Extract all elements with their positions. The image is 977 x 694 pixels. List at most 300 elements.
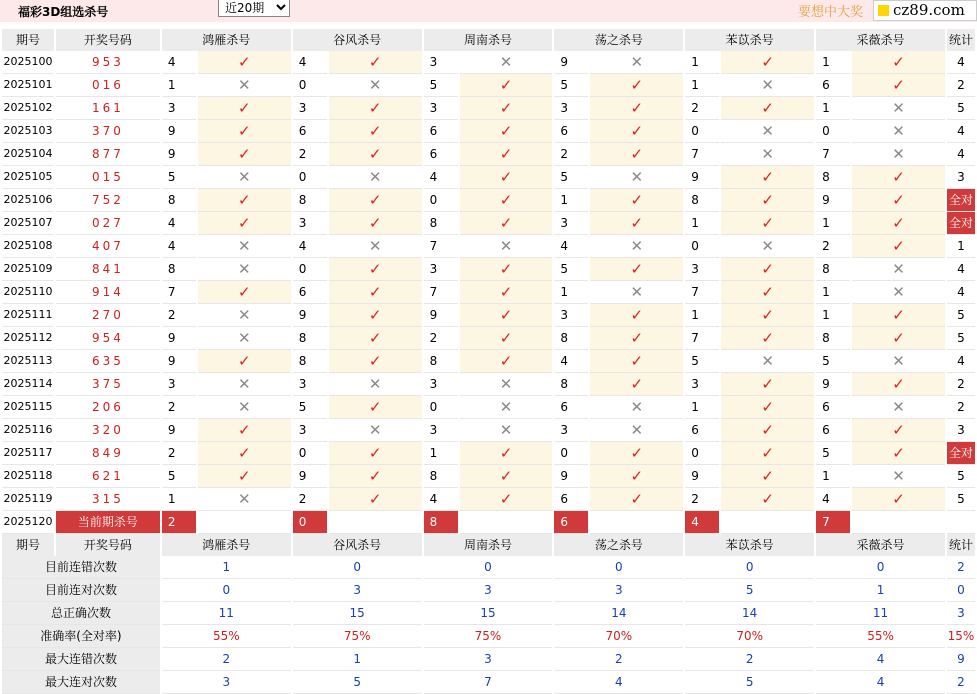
kill-number-cell: 6	[816, 396, 850, 419]
kill-number-cell: 0	[816, 120, 850, 143]
check-icon: ✓	[460, 212, 553, 235]
kill-number-cell: 5	[554, 166, 588, 189]
check-icon: ✓	[198, 419, 291, 442]
kill-number-cell: 9	[162, 419, 196, 442]
summary-value: 5	[685, 579, 814, 602]
summary-value: 0	[685, 556, 814, 579]
check-icon: ✓	[590, 143, 683, 166]
draw-number-cell: 752	[56, 189, 160, 212]
summary-label: 最大连对次数	[2, 671, 160, 694]
stat-cell: 3	[947, 419, 975, 442]
check-icon: ✓	[721, 442, 814, 465]
kill-number-cell: 8	[816, 327, 850, 350]
kill-number-cell: 1	[685, 74, 719, 97]
check-icon: ✓	[590, 488, 683, 511]
kill-number-cell: 5	[293, 396, 327, 419]
kill-number-cell: 3	[554, 97, 588, 120]
kill-number-cell: 3	[554, 419, 588, 442]
all-correct-badge: 全对	[947, 442, 975, 465]
kill-number-cell: 9	[816, 373, 850, 396]
table-row	[2, 465, 975, 488]
table-row	[2, 373, 975, 396]
kill-number-cell: 6	[424, 143, 458, 166]
current-kill-value: 8	[424, 511, 458, 534]
summary-value: 70%	[685, 625, 814, 648]
cross-icon: ✕	[198, 74, 291, 97]
site-logo[interactable]	[873, 0, 977, 21]
kill-number-cell: 9	[293, 304, 327, 327]
cross-icon: ✕	[852, 97, 945, 120]
summary-value: 15	[424, 602, 553, 625]
col-header-expert: 谷风杀号	[293, 534, 422, 556]
all-correct-badge: 全对	[947, 189, 975, 212]
kill-number-cell: 0	[685, 235, 719, 258]
kill-number-cell: 6	[424, 120, 458, 143]
check-icon: ✓	[852, 212, 945, 235]
summary-stat: 2	[947, 556, 975, 579]
cross-icon: ✕	[198, 258, 291, 281]
check-icon: ✓	[852, 373, 945, 396]
empty-cell	[852, 511, 945, 534]
draw-number-cell: 841	[56, 258, 160, 281]
period-cell: 2025107	[2, 212, 54, 235]
check-icon: ✓	[198, 212, 291, 235]
check-icon: ✓	[460, 74, 553, 97]
summary-value: 75%	[424, 625, 553, 648]
kill-number-cell: 4	[424, 488, 458, 511]
summary-label: 最大连错次数	[2, 648, 160, 671]
cross-icon: ✕	[198, 327, 291, 350]
current-kill-value: 0	[293, 511, 327, 534]
summary-value: 15	[293, 602, 422, 625]
summary-value: 55%	[162, 625, 291, 648]
period-cell: 2025106	[2, 189, 54, 212]
cross-icon: ✕	[590, 281, 683, 304]
summary-value: 3	[424, 648, 553, 671]
period-cell: 2025104	[2, 143, 54, 166]
kill-number-cell: 7	[162, 281, 196, 304]
check-icon: ✓	[329, 51, 422, 74]
check-icon: ✓	[852, 51, 945, 74]
check-icon: ✓	[721, 419, 814, 442]
kill-number-cell: 3	[685, 258, 719, 281]
cross-icon: ✕	[852, 143, 945, 166]
check-icon: ✓	[460, 143, 553, 166]
kill-number-cell: 0	[424, 396, 458, 419]
cross-icon: ✕	[329, 74, 422, 97]
kill-number-cell: 0	[424, 189, 458, 212]
kill-number-cell: 5	[554, 258, 588, 281]
cross-icon: ✕	[590, 419, 683, 442]
check-icon: ✓	[852, 442, 945, 465]
check-icon: ✓	[329, 442, 422, 465]
check-icon: ✓	[721, 97, 814, 120]
check-icon: ✓	[852, 74, 945, 97]
kill-number-cell: 3	[685, 373, 719, 396]
kill-number-cell: 8	[162, 258, 196, 281]
kill-number-cell: 5	[816, 350, 850, 373]
kill-number-cell: 3	[293, 419, 327, 442]
check-icon: ✓	[329, 97, 422, 120]
kill-number-cell: 3	[424, 97, 458, 120]
summary-value: 55%	[816, 625, 945, 648]
period-cell: 2025118	[2, 465, 54, 488]
check-icon: ✓	[721, 327, 814, 350]
summary-value: 5	[685, 671, 814, 694]
check-icon: ✓	[852, 166, 945, 189]
kill-number-cell: 1	[685, 212, 719, 235]
kill-number-cell: 8	[293, 350, 327, 373]
kill-number-cell: 8	[554, 373, 588, 396]
col-header-number: 开奖号码	[56, 29, 160, 51]
cross-icon: ✕	[329, 419, 422, 442]
summary-value: 7	[424, 671, 553, 694]
period-cell: 2025110	[2, 281, 54, 304]
kill-number-cell: 4	[293, 51, 327, 74]
empty-cell	[198, 511, 291, 534]
current-kill-value: 4	[685, 511, 719, 534]
cross-icon: ✕	[852, 396, 945, 419]
period-cell: 2025114	[2, 373, 54, 396]
stat-cell: 4	[947, 258, 975, 281]
period-cell: 2025108	[2, 235, 54, 258]
col-header-expert: 苯苡杀号	[685, 29, 814, 51]
col-header-expert: 苯苡杀号	[685, 534, 814, 556]
period-cell: 2025117	[2, 442, 54, 465]
summary-row	[2, 671, 975, 694]
check-icon: ✓	[460, 258, 553, 281]
stat-cell: 5	[947, 465, 975, 488]
check-icon: ✓	[852, 419, 945, 442]
check-icon: ✓	[460, 327, 553, 350]
check-icon: ✓	[329, 143, 422, 166]
check-icon: ✓	[460, 465, 553, 488]
summary-value: 1	[293, 648, 422, 671]
cross-icon: ✕	[198, 373, 291, 396]
kill-number-cell: 5	[162, 166, 196, 189]
summary-value: 11	[816, 602, 945, 625]
kill-number-cell: 9	[162, 327, 196, 350]
check-icon: ✓	[198, 350, 291, 373]
cross-icon: ✕	[460, 373, 553, 396]
kill-number-cell: 1	[424, 442, 458, 465]
check-icon: ✓	[198, 281, 291, 304]
current-kill-value: 6	[554, 511, 588, 534]
period-cell: 2025119	[2, 488, 54, 511]
draw-number-cell: 849	[56, 442, 160, 465]
cross-icon: ✕	[852, 465, 945, 488]
summary-stat: 9	[947, 648, 975, 671]
empty-cell	[721, 511, 814, 534]
kill-number-cell: 4	[162, 51, 196, 74]
kill-number-cell: 1	[685, 396, 719, 419]
kill-number-cell: 7	[424, 281, 458, 304]
table-row	[2, 258, 975, 281]
draw-number-cell: 635	[56, 350, 160, 373]
table-footer-header-row	[2, 534, 975, 556]
check-icon: ✓	[590, 74, 683, 97]
summary-value: 4	[816, 648, 945, 671]
table-row	[2, 488, 975, 511]
check-icon: ✓	[329, 212, 422, 235]
table-row	[2, 327, 975, 350]
kill-number-cell: 9	[162, 120, 196, 143]
current-kill-value: 7	[816, 511, 850, 534]
draw-number-cell: 027	[56, 212, 160, 235]
cross-icon: ✕	[721, 143, 814, 166]
check-icon: ✓	[852, 488, 945, 511]
stat-cell: 5	[947, 488, 975, 511]
stat-cell: 4	[947, 143, 975, 166]
kill-number-cell: 6	[554, 396, 588, 419]
kill-number-cell: 0	[293, 258, 327, 281]
col-header-expert: 周南杀号	[424, 29, 553, 51]
check-icon: ✓	[590, 189, 683, 212]
cross-icon: ✕	[852, 258, 945, 281]
summary-value: 75%	[293, 625, 422, 648]
check-icon: ✓	[721, 488, 814, 511]
cross-icon: ✕	[460, 419, 553, 442]
kill-number-cell: 2	[554, 143, 588, 166]
kill-number-cell: 3	[554, 212, 588, 235]
kill-number-cell: 2	[293, 488, 327, 511]
check-icon: ✓	[460, 350, 553, 373]
kill-number-cell: 7	[816, 143, 850, 166]
kill-number-cell: 4	[424, 166, 458, 189]
check-icon: ✓	[198, 51, 291, 74]
summary-value: 2	[685, 648, 814, 671]
period-cell: 2025116	[2, 419, 54, 442]
kill-number-cell: 4	[554, 350, 588, 373]
check-icon: ✓	[852, 189, 945, 212]
col-header-expert: 周南杀号	[424, 534, 553, 556]
kill-number-cell: 7	[685, 327, 719, 350]
summary-value: 2	[554, 648, 683, 671]
check-icon: ✓	[460, 120, 553, 143]
cross-icon: ✕	[721, 74, 814, 97]
page-title: 福彩3D组选杀号	[18, 5, 109, 19]
summary-stat: 2	[947, 671, 975, 694]
summary-value: 14	[554, 602, 683, 625]
kill-number-cell: 9	[685, 465, 719, 488]
kill-number-cell: 0	[554, 442, 588, 465]
check-icon: ✓	[590, 442, 683, 465]
kill-number-cell: 1	[554, 189, 588, 212]
summary-stat: 0	[947, 579, 975, 602]
col-header-expert: 荡之杀号	[554, 534, 683, 556]
summary-row	[2, 625, 975, 648]
check-icon: ✓	[329, 327, 422, 350]
check-icon: ✓	[721, 304, 814, 327]
cross-icon: ✕	[329, 235, 422, 258]
table-row	[2, 212, 975, 235]
cross-icon: ✕	[852, 120, 945, 143]
kill-number-cell: 8	[424, 465, 458, 488]
col-header-expert: 荡之杀号	[554, 29, 683, 51]
check-icon: ✓	[329, 304, 422, 327]
kill-number-cell: 0	[293, 166, 327, 189]
kill-number-table	[0, 29, 977, 694]
cross-icon: ✕	[198, 304, 291, 327]
kill-number-cell: 5	[685, 350, 719, 373]
cross-icon: ✕	[590, 396, 683, 419]
table-row	[2, 189, 975, 212]
kill-number-cell: 2	[162, 396, 196, 419]
col-header-period: 期号	[2, 29, 54, 51]
summary-value: 4	[816, 671, 945, 694]
check-icon: ✓	[590, 373, 683, 396]
kill-number-cell: 8	[685, 189, 719, 212]
summary-value: 70%	[554, 625, 683, 648]
kill-number-cell: 3	[293, 373, 327, 396]
cross-icon: ✕	[198, 166, 291, 189]
summary-value: 1	[816, 579, 945, 602]
check-icon: ✓	[721, 281, 814, 304]
cross-icon: ✕	[198, 235, 291, 258]
check-icon: ✓	[590, 350, 683, 373]
cross-icon: ✕	[590, 166, 683, 189]
table-row	[2, 97, 975, 120]
period-range-select[interactable]	[218, 0, 290, 17]
summary-value: 2	[162, 648, 291, 671]
kill-number-cell: 3	[162, 97, 196, 120]
period-cell: 2025115	[2, 396, 54, 419]
summary-label: 目前连对次数	[2, 579, 160, 602]
check-icon: ✓	[198, 97, 291, 120]
draw-number-cell: 621	[56, 465, 160, 488]
cross-icon: ✕	[329, 373, 422, 396]
cross-icon: ✕	[852, 281, 945, 304]
check-icon: ✓	[329, 120, 422, 143]
col-header-number: 开奖号码	[56, 534, 160, 556]
stat-cell: 4	[947, 51, 975, 74]
draw-number-cell: 206	[56, 396, 160, 419]
kill-number-cell: 8	[424, 212, 458, 235]
empty-cell	[590, 511, 683, 534]
stat-cell: 2	[947, 373, 975, 396]
summary-value: 0	[162, 579, 291, 602]
kill-number-cell: 2	[293, 143, 327, 166]
check-icon: ✓	[198, 189, 291, 212]
check-icon: ✓	[590, 327, 683, 350]
check-icon: ✓	[460, 189, 553, 212]
kill-number-cell: 3	[554, 304, 588, 327]
col-header-stat: 统计	[947, 534, 975, 556]
period-cell: 2025109	[2, 258, 54, 281]
table-row	[2, 396, 975, 419]
period-cell: 2025100	[2, 51, 54, 74]
cross-icon: ✕	[198, 488, 291, 511]
check-icon: ✓	[329, 488, 422, 511]
stat-cell: 2	[947, 396, 975, 419]
summary-value: 3	[162, 671, 291, 694]
kill-number-cell: 9	[685, 166, 719, 189]
kill-number-cell: 1	[685, 51, 719, 74]
all-correct-badge: 全对	[947, 212, 975, 235]
summary-stat: 15%	[947, 625, 975, 648]
table-row	[2, 74, 975, 97]
kill-number-cell: 1	[816, 304, 850, 327]
check-icon: ✓	[590, 258, 683, 281]
kill-number-cell: 1	[816, 97, 850, 120]
draw-number-cell: 877	[56, 143, 160, 166]
kill-number-cell: 2	[685, 488, 719, 511]
period-cell: 2025111	[2, 304, 54, 327]
draw-number-cell: 375	[56, 373, 160, 396]
kill-number-cell: 4	[293, 235, 327, 258]
draw-number-cell: 320	[56, 419, 160, 442]
stat-cell: 4	[947, 281, 975, 304]
current-kill-label: 当前期杀号	[56, 511, 160, 534]
table-row	[2, 120, 975, 143]
check-icon: ✓	[460, 166, 553, 189]
check-icon: ✓	[329, 258, 422, 281]
summary-value: 1	[162, 556, 291, 579]
table-row	[2, 166, 975, 189]
kill-number-cell: 7	[685, 281, 719, 304]
kill-number-cell: 0	[293, 442, 327, 465]
kill-number-cell: 4	[162, 235, 196, 258]
logo-text: cz89.com	[893, 1, 965, 19]
col-header-expert: 鸿雁杀号	[162, 534, 291, 556]
table-header-row	[2, 29, 975, 51]
summary-row	[2, 579, 975, 602]
top-bar	[0, 0, 977, 22]
kill-number-cell: 2	[816, 235, 850, 258]
summary-value: 3	[424, 579, 553, 602]
check-icon: ✓	[590, 212, 683, 235]
check-icon: ✓	[198, 120, 291, 143]
draw-number-cell: 016	[56, 74, 160, 97]
period-cell: 2025102	[2, 97, 54, 120]
stat-cell: 5	[947, 327, 975, 350]
kill-number-cell: 9	[816, 189, 850, 212]
kill-number-cell: 3	[424, 373, 458, 396]
current-period: 2025120	[2, 511, 54, 534]
kill-number-cell: 3	[293, 212, 327, 235]
kill-number-cell: 9	[293, 465, 327, 488]
kill-number-cell: 2	[162, 442, 196, 465]
draw-number-cell: 407	[56, 235, 160, 258]
kill-number-cell: 3	[424, 419, 458, 442]
period-cell: 2025113	[2, 350, 54, 373]
kill-number-cell: 1	[162, 74, 196, 97]
check-icon: ✓	[460, 304, 553, 327]
empty-cell	[947, 511, 975, 534]
stat-cell: 2	[947, 74, 975, 97]
current-period-row	[2, 511, 975, 534]
col-header-expert: 采薇杀号	[816, 534, 945, 556]
draw-number-cell: 315	[56, 488, 160, 511]
period-cell: 2025103	[2, 120, 54, 143]
kill-number-cell: 1	[816, 51, 850, 74]
col-header-expert: 谷风杀号	[293, 29, 422, 51]
cross-icon: ✕	[721, 235, 814, 258]
cross-icon: ✕	[721, 120, 814, 143]
summary-value: 0	[816, 556, 945, 579]
kill-number-cell: 1	[816, 281, 850, 304]
check-icon: ✓	[329, 465, 422, 488]
check-icon: ✓	[329, 189, 422, 212]
draw-number-cell: 161	[56, 97, 160, 120]
summary-label: 目前连错次数	[2, 556, 160, 579]
cross-icon: ✕	[590, 235, 683, 258]
cross-icon: ✕	[198, 396, 291, 419]
cross-icon: ✕	[460, 51, 553, 74]
summary-row	[2, 602, 975, 625]
kill-number-cell: 8	[816, 166, 850, 189]
summary-value: 14	[685, 602, 814, 625]
